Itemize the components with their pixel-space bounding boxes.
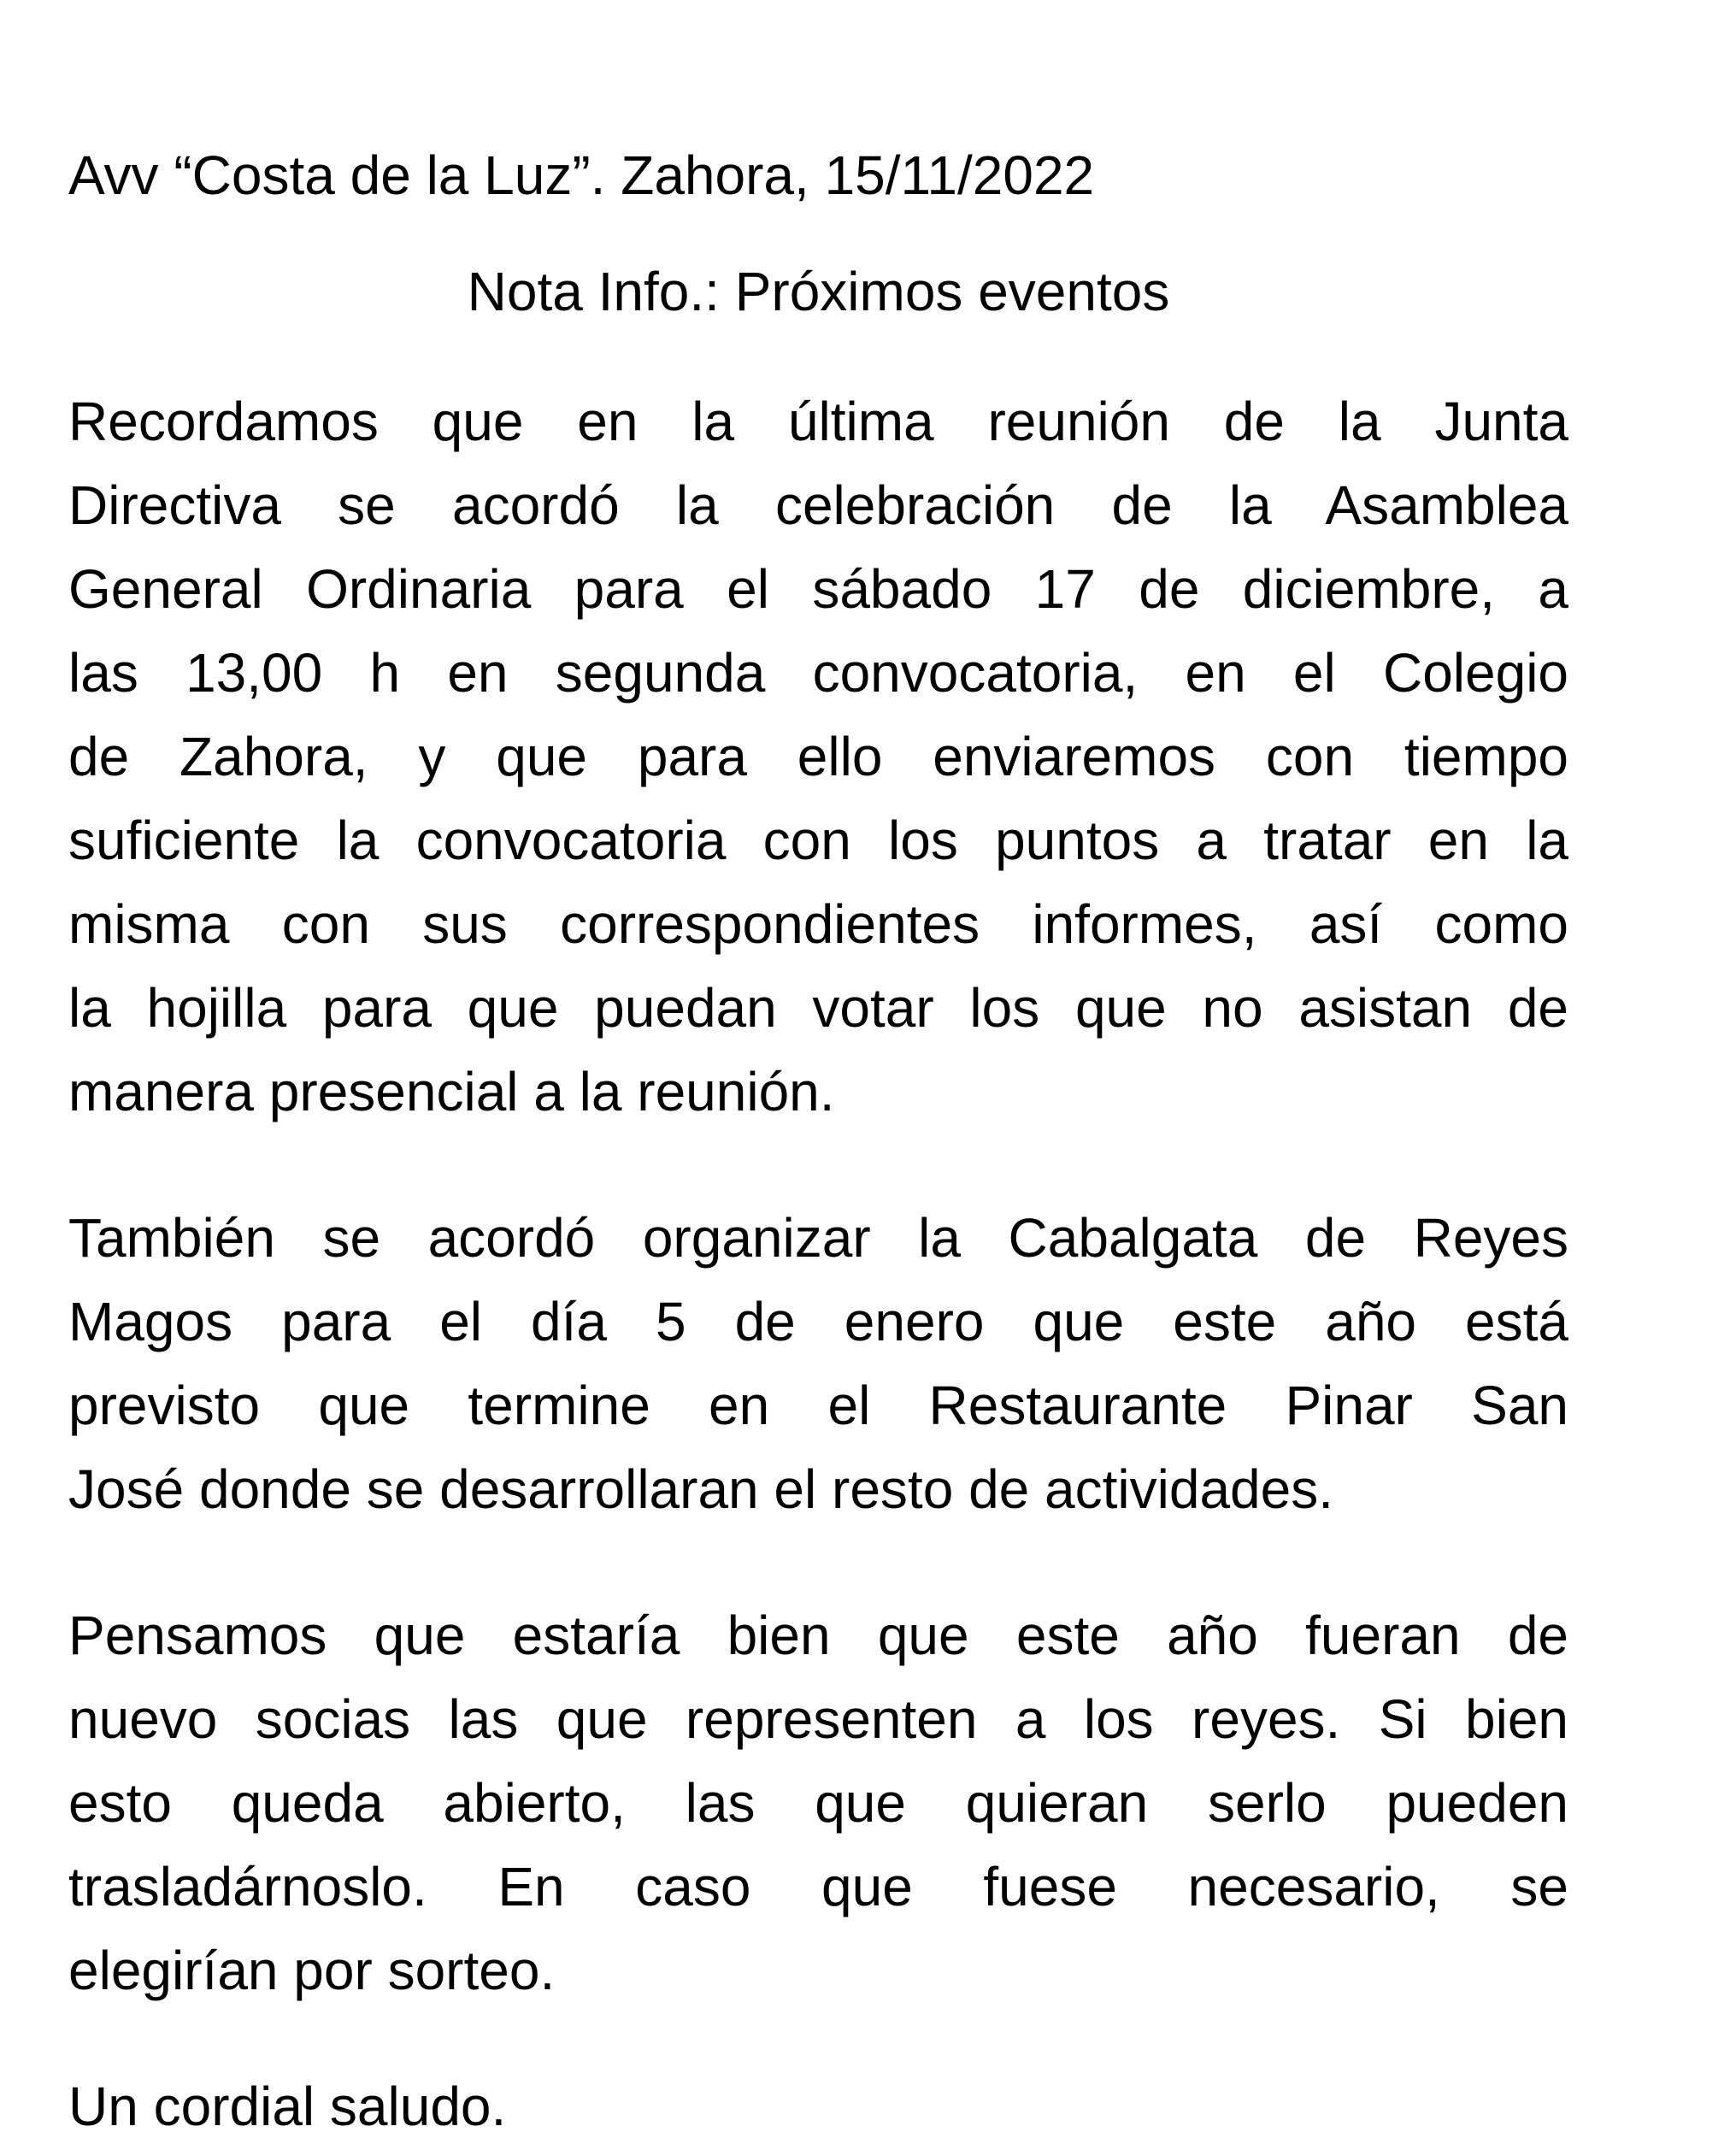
paragraph-line: elegirían por sorteo. <box>68 1940 556 2001</box>
paragraph-line: de Zahora, y que para ello enviaremos con tiempo <box>68 726 1568 787</box>
document-page <box>68 144 1568 2138</box>
paragraph-line: José donde se desarrollaran el resto de actividades. <box>68 1458 1333 1520</box>
paragraph-line: esto queda abierto, las que quieran serlo pueden <box>68 1772 1568 1834</box>
paragraph-line: Magos para el día 5 de enero que este año está <box>68 1291 1568 1352</box>
paragraph-line: También se acordó organizar la Cabalgata de Reyes <box>68 1207 1568 1269</box>
paragraph-asamblea <box>68 380 1568 1134</box>
paragraph-line: nuevo socias las que representen a los reyes. Si bien <box>68 1688 1568 1750</box>
paragraph-line: Directiva se acordó la celebración de la Asamblea <box>68 474 1568 536</box>
paragraph-line: previsto que termine en el Restaurante Pinar San <box>68 1375 1568 1436</box>
paragraph-line: la hojilla para que puedan votar los que no asistan de <box>68 977 1568 1039</box>
paragraph-line: General Ordinaria para el sábado 17 de diciembre, a <box>68 558 1568 620</box>
paragraph-line: trasladárnoslo. En caso que fuese necesario, se <box>68 1856 1568 1917</box>
paragraph-line: las 13,00 h en segunda convocatoria, en el Colegio <box>68 642 1568 704</box>
paragraph-line: Recordamos que en la última reunión de la Junta <box>68 391 1568 452</box>
paragraph-line: suficiente la convocatoria con los puntos a tratar en la <box>68 810 1568 871</box>
paragraph-reyes <box>68 1593 1568 2012</box>
paragraph-cabalgata <box>68 1196 1568 1531</box>
document-title: Nota Info.: Próximos eventos <box>467 261 1170 322</box>
header-line: Avv “Costa de la Luz”. Zahora, 15/11/2022 <box>68 144 1095 206</box>
paragraph-line: Pensamos que estaría bien que este año fueran de <box>68 1605 1568 1666</box>
paragraph-line: manera presencial a la reunión. <box>68 1061 835 1122</box>
paragraph-line: misma con sus correspondientes informes, así como <box>68 893 1568 955</box>
closing-salutation: Un cordial saludo. <box>68 2076 507 2137</box>
